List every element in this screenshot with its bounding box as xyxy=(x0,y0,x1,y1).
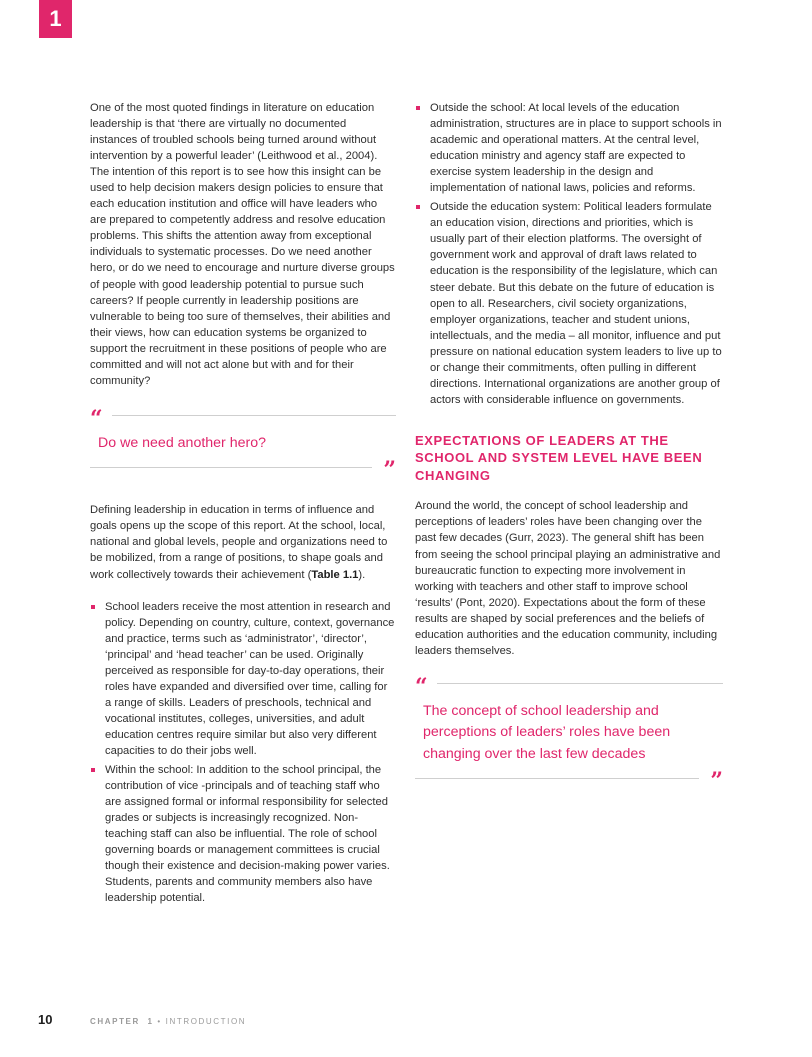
right-column xyxy=(415,100,723,795)
close-quote-icon: ” xyxy=(383,457,396,484)
open-quote-icon: “ xyxy=(415,673,428,700)
separator-dot: • xyxy=(157,1017,162,1026)
pullquote-text: The concept of school leadership and perceptions of leaders’ roles have been changing over the last few decades xyxy=(423,702,671,762)
running-footer: CHAPTER 1 • INTRODUCTION xyxy=(90,1017,247,1026)
left-column xyxy=(90,100,396,909)
quote-rule xyxy=(415,778,699,779)
close-quote-icon: ” xyxy=(710,768,723,795)
pullquote-text: Do we need another hero? xyxy=(98,434,267,451)
quote-rule xyxy=(437,683,723,684)
leader-bullet-list-continued xyxy=(415,100,723,408)
list-item: School leaders receive the most attention in research and policy. Depending on country, culture, context, governance and practice, terms such as ‘administrator’, ‘director’, ‘principal’ and ‘head teacher’ can be used. Originally perceived as responsible for day-to-day operations, their roles have expanded and diversified over time, calling for a range of skills. Leaders of preschools, technical and vocational institutes, colleges, universities, and adult education centres require similar but also very different capacities to do their jobs well. xyxy=(90,599,396,759)
expectations-paragraph: Around the world, the concept of school leadership and perceptions of leaders’ roles have been changing over the past few decades (Gurr, 2023). The general shift has been from seeing the school principal playing an administrative and bureaucratic function to expecting more involvement in working with teachers and other staff to improve school ‘results’ (Pont, 2020). Expectations about the form of these results are shaped by social preferences and the beliefs of education authorities and the education community, including leaders themselves. xyxy=(415,500,721,657)
section-heading: EXPECTATIONS OF LEADERS AT THE SCHOOL AND SYSTEM LEVEL HAVE BEEN CHANGING xyxy=(415,432,703,483)
intro-paragraph: One of the most quoted findings in literature on education leadership is that ‘there are virtually no documented instances of troubled schools being turned around without intervention by a powerful leader’ (Leithwood et al., 2004). The intention of this report is to see how this insight can be used to help decision makers design policies to ensure that each education institution and office will have leaders who are prepared to competently address and resolve education problems. This shifts the attention away from exceptional individuals to systematic processes. Do we need another hero, or do we need to encourage and nurture diverse groups of people with good leadership potential to pursue such careers? If people currently in leadership positions are vulnerable to being too sure of themselves, their abilities and their views, how can education systems be organized to support the recruitment in these positions of people who are committed and will not act alone but with and for their community? xyxy=(90,102,395,387)
table-reference: Table 1.1 xyxy=(311,568,359,581)
scope-paragraph: Defining leadership in education in terms of influence and goals opens up the scope of this report. At the school, local, national and global levels, people and organizations need to be mobilized, from a range of positions, to shape goals and work collectively towards their achievement (Table 1.1). xyxy=(90,504,388,581)
list-item: Outside the education system: Political leaders formulate an education vision, directions and priorities, which is usually part of their election platforms. The oversight of government work and approval of draft laws related to education is the responsibility of the legislature, which can steer debate. But this debate on the future of education is open to all. Researchers, civil society organizations, employer organizations, teacher and student unions, intellectuals, and the media – all monitor, influence and put pressure on national education system leaders to live up to or change their commitments, often pulling in different directions. International organizations are another group of actors with considerable influence on governments. xyxy=(415,199,723,408)
leader-bullet-list xyxy=(90,599,396,907)
list-item: Outside the school: At local levels of the education administration, structures are in place to support schools in academic and operational matters. At the central level, education ministry and agency staff are expected to exercise system leadership in the design and implementation of national laws, policies and reforms. xyxy=(415,100,723,196)
chapter-tab: 1 xyxy=(39,0,72,38)
quote-rule xyxy=(112,415,396,416)
page-footer xyxy=(38,1012,246,1027)
pullquote-left xyxy=(90,405,396,484)
open-quote-icon: “ xyxy=(90,405,103,432)
list-item: Within the school: In addition to the school principal, the contribution of vice -principals and of teaching staff who are assigned formal or informal responsibility for selected grades or subjects is increasingly recognized. Non-teaching staff can also be influential. The role of school governing boards or management committees is crucial though their existence and decision-making power varies. Students, parents and community members also have leadership potential. xyxy=(90,762,396,906)
page-number: 10 xyxy=(38,1012,53,1027)
pullquote-right xyxy=(415,673,723,795)
quote-rule xyxy=(90,467,372,468)
